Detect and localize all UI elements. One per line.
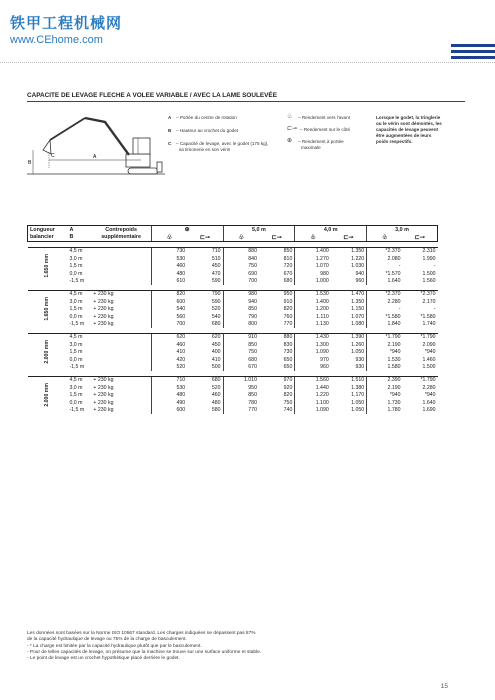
capacity-cell: 710 [187, 247, 223, 255]
capacity-cell: 790 [187, 290, 223, 298]
counterweight-cell: + 230 kg [93, 399, 114, 406]
svg-text:A: A [93, 154, 97, 160]
legend-c-text-2: sa timonerie en son vérin [179, 147, 231, 152]
counterweight-cell [91, 263, 151, 270]
height-b-cell: 3,0 m [69, 298, 83, 305]
capacity-cell: *1.790 [403, 333, 438, 341]
counterweight-cell: + 230 kg [93, 320, 114, 327]
capacity-cell: 670 [223, 363, 259, 370]
legend-note-line: ou le vérin sont démontés, les [376, 121, 442, 126]
capacity-cell: - [433, 263, 436, 270]
arm-length-label: 2.000 mm [44, 383, 51, 407]
capacity-cell: 1.170 [351, 392, 365, 399]
capacity-cell: - [367, 306, 403, 313]
capacity-cell: 480 [151, 270, 187, 277]
hook-icon: ♧ [238, 234, 244, 241]
height-b-cell: 4,5 m [67, 290, 91, 298]
capacity-cell: 880 [259, 333, 295, 341]
table-row [28, 255, 438, 262]
capacity-cell: 410 [151, 348, 187, 355]
legend-side-text: – Rendement sur le côté [300, 127, 351, 132]
table-row [28, 356, 438, 363]
hook-icon: ♧ [287, 114, 293, 120]
capacity-cell: 850 [223, 306, 259, 313]
capacity-cell: 730 [151, 247, 187, 255]
capacity-cell: 2.280 [367, 298, 403, 305]
arm-length-label: 1.650 mm [44, 297, 51, 322]
header-balancier: balancier [28, 233, 68, 241]
legend-note [376, 115, 456, 145]
capacity-cell: 850 [223, 391, 259, 398]
counterweight-cell [91, 363, 151, 370]
capacity-cell: 770 [223, 406, 259, 413]
table-row [28, 363, 438, 370]
capacity-cell: 1.380 [351, 384, 365, 391]
capacity-cell: 2.310 [403, 247, 438, 255]
capacity-cell: 530 [151, 255, 187, 262]
height-b-cell: 1,5 m [69, 306, 83, 313]
capacity-cell: 1.690 [422, 406, 436, 413]
max-reach-icon: ⊕ [184, 227, 190, 234]
height-b-cell: 0,0 m [69, 399, 83, 406]
capacity-cell: - [433, 306, 436, 313]
header-5m: 5,0 m [223, 226, 295, 234]
capacity-cell: 1.510 [331, 376, 367, 384]
capacity-cell: 880 [223, 247, 259, 255]
height-b-cell: 3,0 m [69, 341, 83, 348]
capacity-cell: 1.440 [295, 384, 331, 391]
capacity-cell: 980 [295, 270, 331, 277]
capacity-cell: 940 [223, 298, 259, 305]
counterweight-cell: + 230 kg [93, 406, 114, 413]
capacity-cell: 1.460 [422, 356, 436, 363]
capacity-cell: 470 [211, 270, 221, 277]
capacity-cell: 420 [151, 356, 187, 363]
capacity-cell: 450 [211, 263, 221, 270]
capacity-cell: 680 [211, 320, 221, 327]
counterweight-cell [91, 255, 151, 262]
height-b-cell: 3,0 m [69, 384, 83, 391]
height-b-cell: 1,5 m [69, 392, 83, 399]
footnote-line: Les données sont basées sur la Norme ISO 10567 standard. Les charges indiquées ne dépassent pas 87% [27, 631, 256, 636]
capacity-cell: 1.500 [422, 363, 436, 370]
capacity-cell: 650 [283, 363, 293, 370]
capacity-cell: *1.790 [367, 333, 403, 341]
height-b-cell: -1,5 m [69, 363, 85, 370]
capacity-cell: 930 [355, 363, 365, 370]
capacity-cell: 600 [151, 298, 187, 305]
footnotes [27, 631, 327, 662]
header-4m: 4,0 m [295, 226, 367, 234]
capacity-cell: 1.090 [295, 406, 331, 413]
page-number: 15 [440, 683, 448, 690]
section-title: CAPACITE DE LEVAGE FLECHE A VOLEE VARIABLE / AVEC LA LAME SOULEVÉE [27, 92, 277, 99]
legend-b-text: – Hauteur au crochet du godet [176, 128, 239, 133]
capacity-cell: 960 [295, 363, 331, 370]
capacity-cell: 2.090 [422, 341, 436, 348]
capacity-cell: 840 [223, 255, 259, 262]
counterweight-cell: + 230 kg [91, 290, 151, 298]
capacity-cell: 2.390 [367, 376, 403, 384]
capacity-cell: 1.430 [295, 333, 331, 341]
counterweight-cell [91, 356, 151, 363]
capacity-cell: 690 [223, 270, 259, 277]
capacity-cell: 490 [151, 399, 187, 406]
table-body [28, 241, 438, 413]
capacity-cell: 750 [223, 348, 259, 355]
hook-icon: ♧ [166, 234, 173, 241]
capacity-cell: 810 [283, 255, 293, 262]
capacity-cell: 1.050 [351, 399, 365, 406]
table-row [28, 277, 438, 284]
table-row [28, 247, 438, 255]
header-divider [0, 62, 495, 63]
capacity-cell: 480 [151, 391, 187, 398]
capacity-cell: 820 [283, 306, 293, 313]
capacity-cell: 940 [355, 270, 365, 277]
watermark [10, 12, 122, 46]
capacity-cell: 1.350 [351, 298, 365, 305]
lifting-capacity-table [27, 225, 438, 414]
capacity-cell: 520 [151, 363, 187, 370]
legend-b-key: B [168, 128, 172, 133]
height-b-cell: 0,0 m [69, 270, 83, 277]
footnote-line: - * La charge est limitée par la capacité hydraulique plutôt que par le basculement. [27, 643, 202, 649]
capacity-cell: 680 [223, 356, 259, 363]
capacity-cell: 960 [355, 278, 365, 285]
table-row [28, 348, 438, 355]
legend-icons [287, 115, 367, 165]
counterweight-cell [91, 348, 151, 355]
height-b-cell: 0,0 m [69, 313, 83, 320]
side-load-icon: ⊏⊸ [199, 234, 210, 241]
header-contrepoids: Contrepoids [91, 226, 151, 234]
capacity-cell: 450 [211, 341, 221, 348]
capacity-cell: 670 [283, 270, 293, 277]
table-row [28, 384, 438, 391]
capacity-cell: 1.640 [422, 399, 436, 406]
max-reach-icon: ⊕ [287, 138, 293, 144]
table-row [28, 406, 438, 413]
capacity-cell: 540 [211, 313, 221, 320]
legend-a-text: – Portée du centre de rotation [176, 115, 237, 120]
watermark-url: www.CEhome.com [10, 34, 103, 46]
capacity-cell: 590 [211, 278, 221, 285]
counterweight-cell [91, 247, 151, 255]
legend-note-line: poids respectifs. [376, 139, 413, 144]
brand-stripes [451, 44, 495, 62]
header-a: A [67, 226, 91, 234]
svg-text:B: B [28, 160, 32, 166]
capacity-cell: 730 [283, 349, 293, 356]
header-supplementaire: supplémentaire [91, 233, 151, 241]
capacity-cell: 460 [211, 392, 221, 399]
capacity-cell: 850 [259, 247, 295, 255]
height-b-cell: -1,5 m [69, 320, 85, 327]
capacity-cell: 1.080 [351, 320, 365, 327]
capacity-cell: 1.730 [367, 399, 403, 406]
capacity-cell: 1.030 [351, 263, 365, 270]
capacity-cell: 680 [283, 278, 293, 285]
watermark-site-name: 铁甲工程机械网 [10, 14, 123, 32]
title-rule [27, 101, 465, 102]
capacity-cell: 720 [283, 263, 293, 270]
capacity-cell: 680 [187, 376, 223, 384]
capacity-cell: 1.990 [422, 255, 436, 262]
capacity-cell: 1.500 [422, 270, 436, 277]
capacity-cell: 2.170 [422, 298, 436, 305]
footnote-line: - Le point de levage est un crochet hypothétique placé derrière le godet. [27, 656, 180, 662]
height-b-cell: -1,5 m [69, 406, 85, 413]
capacity-cell: 2.280 [422, 384, 436, 391]
capacity-cell: 1.530 [367, 356, 403, 363]
header-longueur: Longueur [28, 226, 68, 234]
capacity-cell: 1.070 [351, 313, 365, 320]
capacity-cell: 1.350 [331, 247, 367, 255]
capacity-cell: - [367, 263, 403, 270]
table-row [28, 399, 438, 406]
capacity-cell: 520 [211, 306, 221, 313]
capacity-cell: 600 [151, 406, 187, 413]
counterweight-cell [91, 270, 151, 277]
hook-icon: ♧ [382, 234, 388, 241]
capacity-cell: 2.190 [367, 341, 403, 348]
side-load-icon: ⊏⊸ [414, 234, 425, 241]
header-b: B [67, 233, 91, 241]
height-b-cell: -1,5 m [69, 278, 85, 285]
capacity-cell: 1.090 [295, 348, 331, 355]
capacity-cell: 1.530 [295, 290, 331, 298]
capacity-cell: *1.790 [403, 376, 438, 384]
capacity-cell: 1.220 [295, 391, 331, 398]
table-row [28, 270, 438, 277]
legend-abc [168, 115, 278, 165]
side-load-icon: ⊏⊸ [343, 234, 354, 241]
capacity-cell: 400 [211, 349, 221, 356]
counterweight-cell [91, 341, 151, 348]
table-row [28, 313, 438, 320]
capacity-cell: 750 [283, 399, 293, 406]
legend-max-text-2: maximale [301, 145, 321, 150]
capacity-cell: 2.080 [367, 255, 403, 262]
capacity-cell: 780 [223, 399, 259, 406]
capacity-cell: 980 [223, 290, 259, 298]
capacity-cell: 700 [151, 320, 187, 327]
height-b-cell: 1,5 m [69, 349, 83, 356]
counterweight-cell: + 230 kg [93, 384, 114, 391]
capacity-cell: 1.740 [422, 320, 436, 327]
capacity-cell: 620 [187, 333, 223, 341]
capacity-cell: 830 [283, 341, 293, 348]
capacity-cell: 1.070 [295, 263, 331, 270]
capacity-cell: 2.190 [367, 384, 403, 391]
capacity-cell: 1.400 [295, 298, 331, 305]
height-b-cell: 4,5 m [67, 333, 91, 341]
capacity-cell: 500 [211, 363, 221, 370]
capacity-cell: 1.560 [422, 278, 436, 285]
capacity-cell: 820 [283, 392, 293, 399]
legend-front-text: – Rendement vers l'avant [298, 115, 350, 120]
capacity-cell: *1.580 [367, 313, 403, 320]
capacity-cell: 1.260 [351, 341, 365, 348]
arm-length-label: 1.650 mm [44, 254, 51, 279]
height-b-cell: 0,0 m [69, 356, 83, 363]
capacity-cell: 740 [283, 406, 293, 413]
height-b-cell: 4,5 m [67, 247, 91, 255]
capacity-cell: 910 [223, 333, 259, 341]
capacity-cell: 1.470 [331, 290, 367, 298]
counterweight-cell [91, 333, 151, 341]
table-row [28, 320, 438, 327]
capacity-cell: 950 [259, 290, 295, 298]
table-row [28, 376, 438, 384]
legend-c-text: – Capacité de levage, avec le godet (175 kg), [176, 141, 269, 146]
capacity-cell: *940 [424, 349, 436, 356]
capacity-cell: 480 [211, 399, 221, 406]
legend-max-text: – Rendement à portée [298, 139, 344, 144]
legend-a-key: A [168, 115, 172, 120]
counterweight-cell: + 230 kg [93, 306, 114, 313]
excavator-diagram [25, 110, 170, 188]
capacity-cell: 950 [223, 384, 259, 391]
capacity-cell: 1.220 [351, 255, 365, 262]
capacity-cell: 1.050 [351, 406, 365, 413]
capacity-cell: 460 [151, 263, 187, 270]
counterweight-cell: + 230 kg [91, 376, 151, 384]
capacity-cell: 850 [223, 341, 259, 348]
capacity-cell: 1.130 [295, 320, 331, 327]
header-max-reach [151, 226, 223, 234]
side-load-icon: ⊏⊸ [287, 126, 298, 132]
footnote-line: - Pour de telles capacités de levage, on présume que la machine se trouve sur une surface uniforme et stable. [27, 649, 262, 655]
capacity-cell: 560 [151, 313, 187, 320]
capacity-cell: 1.200 [295, 306, 331, 313]
arm-length-label: 2.000 mm [44, 340, 51, 364]
capacity-cell: 920 [283, 384, 293, 391]
table-row [28, 333, 438, 341]
capacity-cell: *2.370 [367, 247, 403, 255]
capacity-cell: 1.010 [223, 376, 259, 384]
capacity-cell: 1.110 [295, 313, 331, 320]
capacity-cell: 790 [223, 313, 259, 320]
legend-note-line: Lorsque le godet, la tringlerie [376, 115, 441, 120]
capacity-cell: 760 [283, 313, 293, 320]
capacity-cell: 590 [211, 298, 221, 305]
capacity-cell: 710 [151, 376, 187, 384]
capacity-cell: 1.300 [295, 341, 331, 348]
counterweight-cell: + 230 kg [93, 392, 114, 399]
table-row [28, 391, 438, 398]
capacity-cell: 650 [283, 356, 293, 363]
capacity-cell: 800 [223, 320, 259, 327]
capacity-cell: 1.270 [295, 255, 331, 262]
capacity-cell: 700 [223, 277, 259, 284]
capacity-cell: *1.580 [420, 313, 436, 320]
capacity-cell: 970 [259, 376, 295, 384]
legend-note-line: être augmentées de leurs [376, 133, 432, 138]
capacity-cell: 1.000 [295, 277, 331, 284]
capacity-cell: 1.580 [367, 363, 403, 370]
table-row [28, 263, 438, 270]
counterweight-cell [91, 277, 151, 284]
header-3m: 3,0 m [367, 226, 438, 234]
capacity-cell: 410 [211, 356, 221, 363]
capacity-cell: 750 [223, 263, 259, 270]
height-b-cell: 3,0 m [69, 255, 83, 262]
capacity-cell: 1.100 [295, 399, 331, 406]
footnote-line: de la capacité hydraulique de levage ou 75% de la charge de basculement. [27, 637, 187, 643]
capacity-cell: 1.400 [295, 247, 331, 255]
capacity-cell: 910 [283, 298, 293, 305]
counterweight-cell: + 230 kg [93, 298, 114, 305]
capacity-cell: 1.390 [331, 333, 367, 341]
capacity-cell: 460 [151, 341, 187, 348]
capacity-cell: *940 [424, 392, 436, 399]
capacity-cell: 520 [211, 384, 221, 391]
capacity-cell: 930 [355, 356, 365, 363]
capacity-cell: 1.150 [351, 306, 365, 313]
capacity-cell: 620 [151, 333, 187, 341]
capacity-cell: *940 [367, 391, 403, 398]
height-b-cell: 1,5 m [69, 263, 83, 270]
capacity-cell: 580 [211, 406, 221, 413]
height-b-cell: 4,5 m [67, 376, 91, 384]
capacity-cell: 820 [151, 290, 187, 298]
legend-note-line: capacités de levage peuvent [376, 127, 439, 132]
capacity-cell: *2.370 [403, 290, 438, 298]
capacity-cell: 1.780 [367, 406, 403, 413]
capacity-cell: 510 [211, 255, 221, 262]
capacity-cell: 970 [295, 356, 331, 363]
table-row [28, 341, 438, 348]
capacity-cell: 1.050 [351, 349, 365, 356]
table-row [28, 298, 438, 305]
capacity-cell: 540 [151, 306, 187, 313]
hook-icon: ♧ [310, 234, 316, 241]
capacity-cell: *2.370 [367, 290, 403, 298]
table-row [28, 306, 438, 313]
capacity-cell: *1.570 [367, 270, 403, 277]
capacity-cell: 1.560 [295, 376, 331, 384]
legend-c-key: C [168, 141, 172, 146]
capacity-cell: 1.640 [367, 277, 403, 284]
side-load-icon: ⊏⊸ [271, 234, 282, 241]
capacity-cell: 770 [283, 320, 293, 327]
table-row [28, 290, 438, 298]
capacity-cell: 1.840 [367, 320, 403, 327]
capacity-cell: *940 [367, 348, 403, 355]
capacity-cell: 530 [151, 384, 187, 391]
svg-text:C: C [51, 153, 55, 159]
counterweight-cell: + 230 kg [93, 313, 114, 320]
capacity-cell: 610 [151, 277, 187, 284]
